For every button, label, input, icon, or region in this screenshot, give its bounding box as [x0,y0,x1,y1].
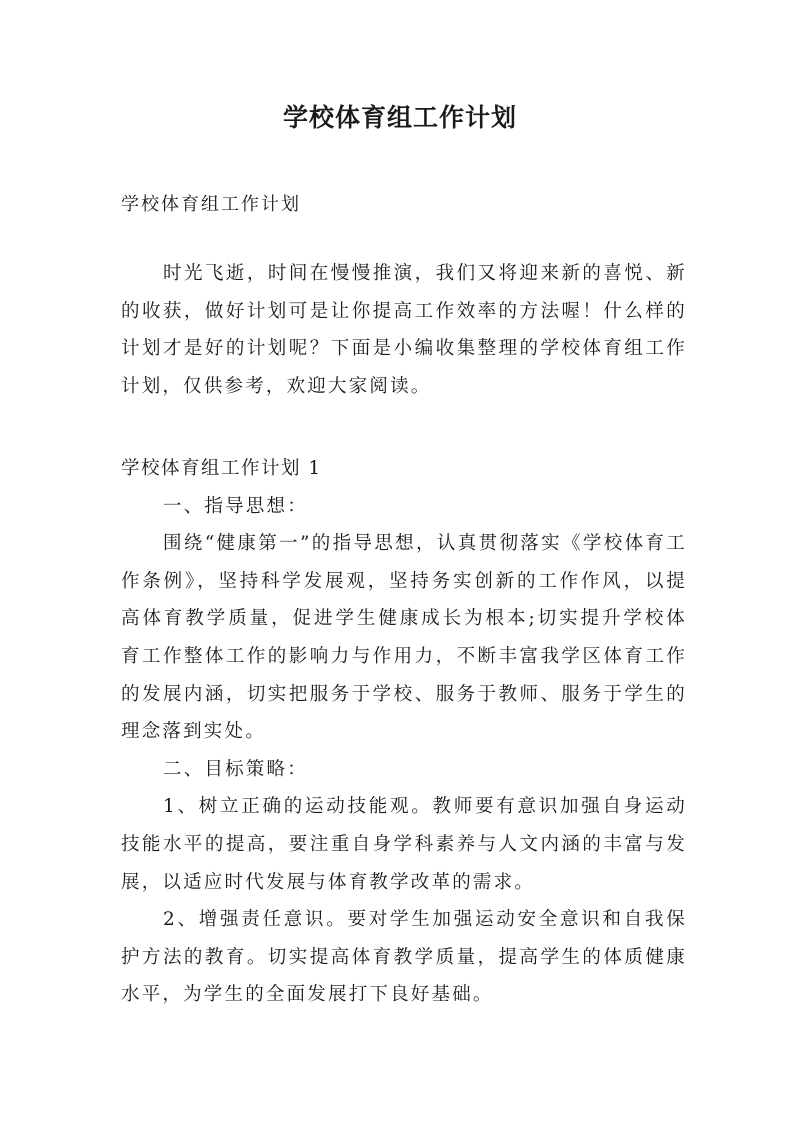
part1-heading: 一、指导思想： [163,495,308,517]
document-subtitle: 学校体育组工作计划 [121,194,301,215]
plan-section-1 [121,450,687,1014]
document-title: 学校体育组工作计划 [282,103,517,132]
section-heading: 学校体育组工作计划 1 [121,458,322,479]
intro-paragraph: 时光飞逝，时间在慢慢推演，我们又将迎来新的喜悦、新的收获，做好计划可是让你提高工作效率的方法喔！什么样的计划才是好的计划呢？下面是小编收集整理的学校体育组工作计划，仅供参考，欢迎大家阅读。 [121,263,687,397]
part1-paragraph: 围绕“健康第一”的指导思想，认真贯彻落实《学校体育工作条例》，坚持科学发展观，坚持务实创新的工作作风，以提高体育教学质量，促进学生健康成长为根本;切实提升学校体育工作整体工作的影响力与作用力，不断丰富我学区体育工作的发展内涵，切实把服务于学校、服务于教师、服务于学生的理念落到实处。 [121,533,687,743]
part2-heading: 二、目标策略： [163,758,308,780]
strategy-item-1: 1、树立正确的运动技能观。教师要有意识加强自身运动技能水平的提高，要注重自身学科素养与人文内涵的丰富与发展，以适应时代发展与体育教学改革的需求。 [121,796,687,893]
strategy-item-2: 2、增强责任意识。要对学生加强运动安全意识和自我保护方法的教育。切实提高体育教学质量，提高学生的体质健康水平，为学生的全面发展打下良好基础。 [121,909,687,1006]
